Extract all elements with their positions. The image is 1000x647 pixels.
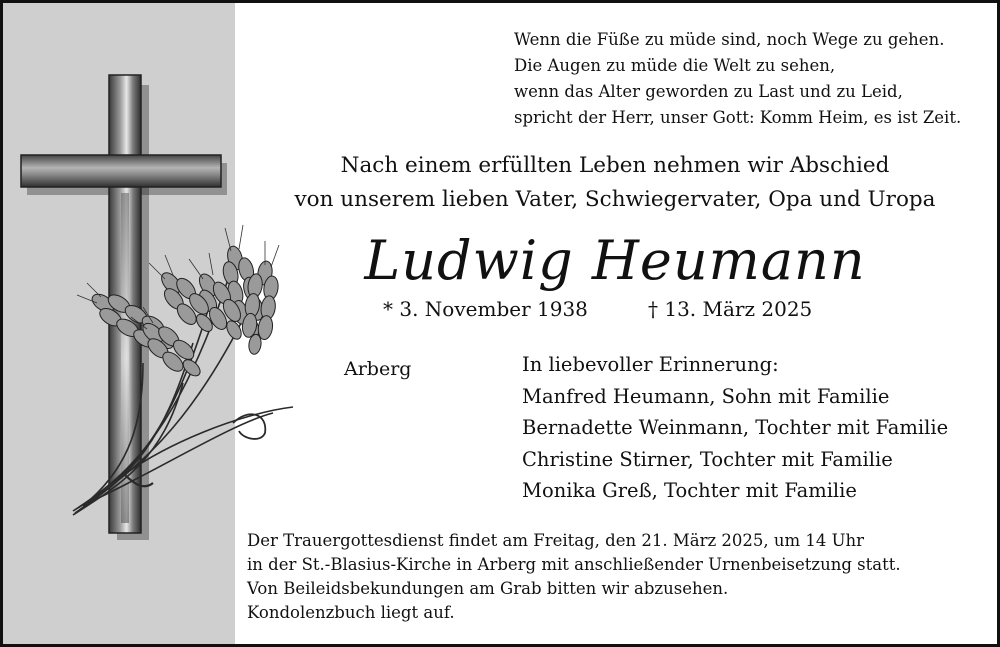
- poem-line: Wenn die Füße zu müde sind, noch Wege zu gehen.: [514, 30, 945, 49]
- deceased-name: Ludwig Heumann: [364, 229, 866, 292]
- poem: [514, 27, 974, 131]
- mourners-list: [522, 349, 948, 507]
- mourner-entry: Monika Greß, Tochter mit Familie: [522, 479, 857, 502]
- poem-line: wenn das Alter geworden zu Last und zu Leid,: [514, 82, 903, 101]
- poem-line: spricht der Herr, unser Gott: Komm Heim, es ist Zeit.: [514, 108, 962, 127]
- service-line: Kondolenzbuch liegt auf.: [247, 603, 455, 622]
- service-details: [247, 529, 987, 625]
- poem-line: Die Augen zu müde die Welt zu sehen,: [514, 56, 836, 75]
- mourner-entry: Bernadette Weinmann, Tochter mit Familie: [522, 416, 949, 439]
- mourner-entry: Manfred Heumann, Sohn mit Familie: [522, 384, 890, 408]
- death-date: † 13. März 2025: [648, 297, 813, 321]
- service-line: Von Beileidsbekundungen am Grab bitten wir abzusehen.: [247, 579, 729, 598]
- service-line: in der St.-Blasius-Kirche in Arberg mit anschließender Urnenbeisetzung statt.: [247, 555, 901, 574]
- wheat-icon: [73, 225, 293, 515]
- birth-date: * 3. November 1938: [383, 297, 588, 321]
- intro-line: Nach einem erfüllten Leben nehmen wir Abschied: [340, 153, 890, 178]
- mourner-entry: Christine Stirner, Tochter mit Familie: [522, 447, 893, 471]
- mourners-heading: In liebevoller Erinnerung:: [522, 353, 779, 376]
- intro-line: von unserem lieben Vater, Schwiegervater, Opa und Uropa: [294, 187, 936, 212]
- cross-and-wheat-illustration: [3, 3, 303, 543]
- farewell-intro: [265, 149, 965, 217]
- service-line: Der Trauergottesdienst findet am Freitag, den 21. März 2025, um 14 Uhr: [247, 531, 865, 550]
- place-name: Arberg: [344, 358, 412, 380]
